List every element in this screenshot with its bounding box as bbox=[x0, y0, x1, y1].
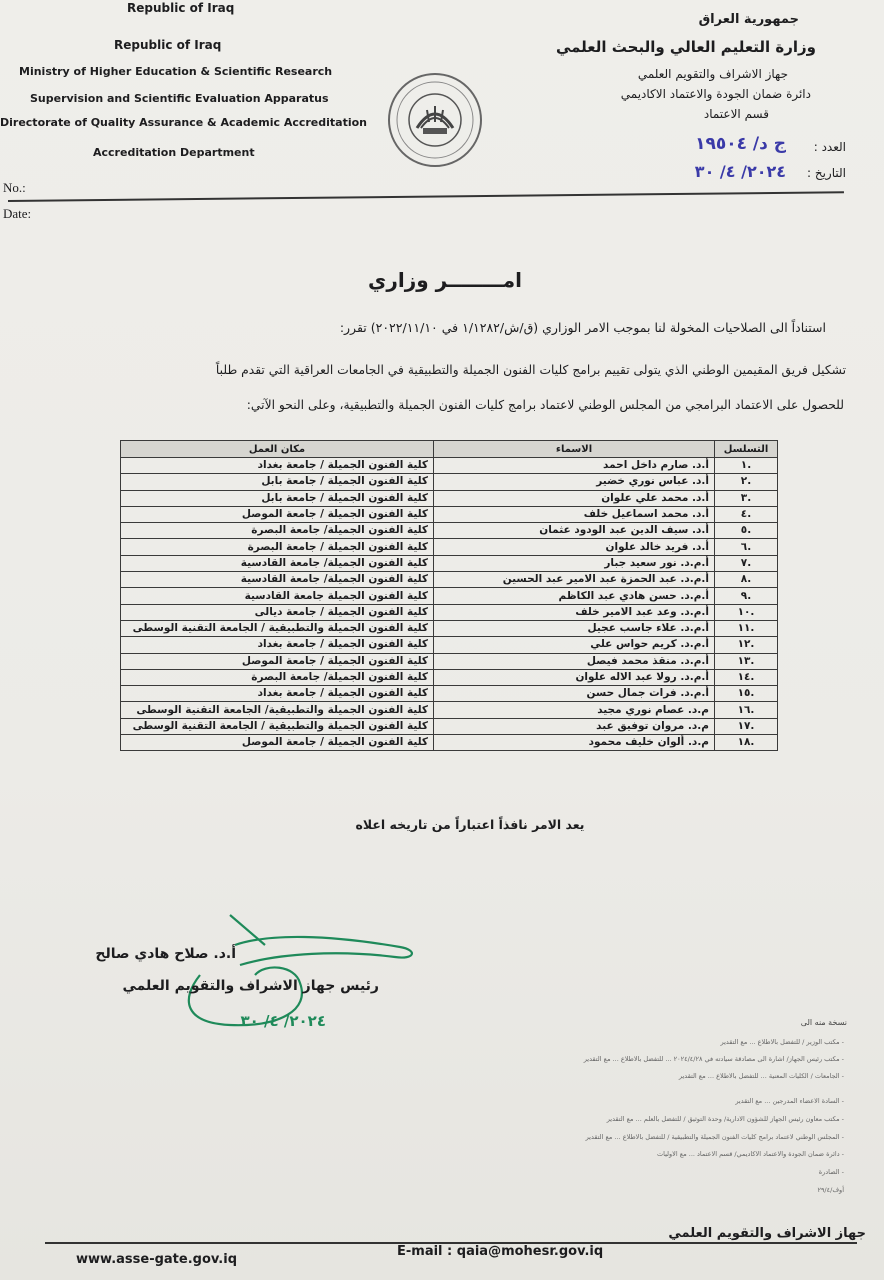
decision-line-1: تشكيل فريق المقيمين الوطني الذي يتولى تقييم برامج كليات الفنون الجميلة والتطبيقية في الجامعات العراقية التي تقدم طلباً bbox=[215, 363, 846, 377]
page-title: امــــــــر وزاري bbox=[368, 268, 522, 292]
row-number: .٦ bbox=[715, 539, 778, 555]
table-header-row bbox=[121, 441, 778, 458]
member-name: أ.د. صارم داخل احمد bbox=[434, 458, 715, 474]
no-label-ar: العدد : bbox=[813, 140, 846, 154]
table-row bbox=[121, 735, 778, 751]
decision-line-2: للحصول على الاعتماد البرامجي من المجلس الوطني لاعتماد برامج كليات الفنون الجميلة والتطبيقية، وعلى النحو الآتي: bbox=[246, 398, 844, 412]
header-ar-republic: جمهورية العراق bbox=[698, 12, 799, 27]
row-number: .٩ bbox=[715, 588, 778, 604]
footer-apparatus: جهاز الاشراف والتقويم العلمي bbox=[668, 1226, 866, 1241]
intro-text: استناداً الى الصلاحيات المخولة لنا بموجب الامر الوزاري (ق/ش/١/١٢٨٢ في ٢٠٢٢/١١/١٠) تقرر: bbox=[339, 320, 826, 335]
cc-line: - دائرة ضمان الجودة والاعتماد الاكاديمي/ قسم الاعتماد ... مع الاوليات bbox=[656, 1150, 844, 1158]
table-row bbox=[121, 718, 778, 734]
cc-line: - الجامعات / الكليات المعنية ... للتفضل بالاطلاع ... مع التقدير bbox=[678, 1072, 844, 1080]
workplace: كلية الفنون الجميلة جامعة القادسية bbox=[121, 588, 434, 604]
row-number: .٨ bbox=[715, 572, 778, 588]
workplace: كلية الفنون الجميلة / جامعة بغداد bbox=[121, 686, 434, 702]
cc-line: - المجلس الوطني لاعتماد برامج كليات الفنون الجميلة والتطبيقية / للتفضل بالاطلاع ... مع التقدير bbox=[585, 1133, 844, 1141]
header-ar-directorate: دائرة ضمان الجودة والاعتماد الاكاديمي bbox=[620, 87, 811, 101]
header-en-apparatus: Supervision and Scientific Evaluation Apparatus bbox=[30, 92, 329, 105]
member-name: أ.م.د. منقذ محمد فيصل bbox=[434, 653, 715, 669]
member-name: أ.د. محمد اسماعيل خلف bbox=[434, 506, 715, 522]
table-row bbox=[121, 555, 778, 571]
header-ar-department: قسم الاعتماد bbox=[703, 107, 769, 121]
table-row bbox=[121, 604, 778, 620]
workplace: كلية الفنون الجميلة والتطبيقية/ الجامعة التقنية الوسطى bbox=[121, 702, 434, 718]
member-name: أ.م.د. رولا عبد الاله علوان bbox=[434, 669, 715, 685]
row-number: .٣ bbox=[715, 490, 778, 506]
member-name: م.د. ألوان خليف محمود bbox=[434, 735, 715, 751]
cc-line: - مكتب رئيس الجهاز/ اشارة الى مصادقة سيادته في ٢٠٢٤/٤/٢٨ ... للتفضل بالاطلاع ... مع التقدير bbox=[583, 1055, 844, 1063]
header-en-directorate: Directorate of Quality Assurance & Academic Accreditation bbox=[0, 116, 368, 129]
table-row bbox=[121, 702, 778, 718]
signatory-name: أ.د. صلاح هادي صالح bbox=[95, 946, 236, 962]
table-row bbox=[121, 620, 778, 636]
cc-line: - مكتب الوزير / للتفضل بالاطلاع ... مع التقدير bbox=[720, 1038, 844, 1046]
row-number: .١٠ bbox=[715, 604, 778, 620]
table-row bbox=[121, 572, 778, 588]
member-name: أ.م.د. فرات جمال حسن bbox=[434, 686, 715, 702]
row-number: .١٢ bbox=[715, 637, 778, 653]
workplace: كلية الفنون الجميلة / جامعة بابل bbox=[121, 474, 434, 490]
date-label: Date: bbox=[3, 206, 32, 221]
workplace: كلية الفنون الجميلة/ جامعة القادسية bbox=[121, 572, 434, 588]
workplace: كلية الفنون الجميلة/ جامعة البصرة bbox=[121, 669, 434, 685]
date-value: ٢٠٢٤/ ٤/ ٣٠ bbox=[694, 162, 786, 181]
header-en-republic: Republic of Iraq bbox=[114, 38, 222, 52]
cc-title: نسخة منه الى bbox=[800, 1018, 847, 1027]
header-place: مكان العمل bbox=[121, 441, 434, 458]
effective-note: يعد الامر نافذاً اعتباراً من تاريخه اعلاه bbox=[355, 817, 585, 832]
row-number: .١١ bbox=[715, 620, 778, 636]
footer-website[interactable]: www.asse-gate.gov.iq bbox=[76, 1252, 237, 1267]
member-name: أ.م.د. حسن هادي عبد الكاظم bbox=[434, 588, 715, 604]
member-name: أ.م.د. علاء جاسب عجيل bbox=[434, 620, 715, 636]
member-name: أ.د. فريد خالد علوان bbox=[434, 539, 715, 555]
table-row bbox=[121, 588, 778, 604]
row-number: .١٣ bbox=[715, 653, 778, 669]
header-ar-ministry: وزارة التعليم العالي والبحث العلمي bbox=[555, 38, 816, 56]
row-number: .١ bbox=[715, 458, 778, 474]
row-number: .٤ bbox=[715, 506, 778, 522]
member-name: م.د. عصام نوري مجيد bbox=[434, 702, 715, 718]
row-number: .٢ bbox=[715, 474, 778, 490]
signature-date: ٢٠٢٤/ ٤/ ٣٠ bbox=[240, 1012, 326, 1030]
table-row bbox=[121, 637, 778, 653]
no-value: ج د/ ١٩٥٠٤ bbox=[695, 134, 786, 154]
workplace: كلية الفنون الجميلة / جامعة بابل bbox=[121, 490, 434, 506]
workplace: كلية الفنون الجميلة/ جامعة البصرة bbox=[121, 523, 434, 539]
row-number: .١٧ bbox=[715, 718, 778, 734]
table-row bbox=[121, 669, 778, 685]
ministry-seal-icon bbox=[383, 70, 487, 170]
member-name: أ.م.د. نور سعيد جبار bbox=[434, 555, 715, 571]
member-name: أ.م.د. كريم حواس علي bbox=[434, 637, 715, 653]
workplace: كلية الفنون الجميلة / جامعة بغداد bbox=[121, 458, 434, 474]
header-en-line0: Republic of Iraq bbox=[127, 1, 235, 15]
member-name: أ.د. سيف الدين عبد الودود عثمان bbox=[434, 523, 715, 539]
workplace: كلية الفنون الجميلة/ جامعة القادسية bbox=[121, 555, 434, 571]
table-row bbox=[121, 686, 778, 702]
row-number: .٥ bbox=[715, 523, 778, 539]
table-row bbox=[121, 523, 778, 539]
cc-line: - مكتب معاون رئيس الجهاز للشؤون الادارية/ وحدة التوثيق / للتفضل بالعلم ... مع التقدير bbox=[606, 1115, 844, 1123]
row-number: .١٨ bbox=[715, 735, 778, 751]
cc-line: - الصادرة bbox=[818, 1168, 844, 1176]
cc-line: - السادة الاعضاء المدرجين ... مع التقدير bbox=[735, 1097, 844, 1105]
row-number: .١٥ bbox=[715, 686, 778, 702]
workplace: كلية الفنون الجميلة / جامعة ديالى bbox=[121, 604, 434, 620]
workplace: كلية الفنون الجميلة / جامعة بغداد bbox=[121, 637, 434, 653]
header-name: الاسماء bbox=[434, 441, 715, 458]
signatory-role: رئيس جهاز الاشراف والتقويم العلمي bbox=[122, 978, 379, 994]
member-name: أ.د. محمد علي علوان bbox=[434, 490, 715, 506]
row-number: .٧ bbox=[715, 555, 778, 571]
header-divider bbox=[8, 191, 844, 202]
workplace: كلية الفنون الجميلة / جامعة البصرة bbox=[121, 539, 434, 555]
no-label: No.: bbox=[3, 180, 26, 195]
workplace: كلية الفنون الجميلة / جامعة الموصل bbox=[121, 653, 434, 669]
footer-email[interactable]: E-mail : qaia@mohesr.gov.iq bbox=[397, 1244, 604, 1259]
member-name: م.د. مروان توفيق عبد bbox=[434, 718, 715, 734]
table-row bbox=[121, 474, 778, 490]
row-number: .١٤ bbox=[715, 669, 778, 685]
cc-line: أوف/٢٩/٤ bbox=[817, 1186, 844, 1194]
workplace: كلية الفنون الجميلة / جامعة الموصل bbox=[121, 735, 434, 751]
member-name: أ.م.د. وعد عبد الامير خلف bbox=[434, 604, 715, 620]
row-number: .١٦ bbox=[715, 702, 778, 718]
table-row bbox=[121, 539, 778, 555]
table-row bbox=[121, 458, 778, 474]
workplace: كلية الفنون الجميلة والتطبيقية / الجامعة التقنية الوسطى bbox=[121, 718, 434, 734]
header-en-department: Accreditation Department bbox=[93, 146, 255, 159]
table-row bbox=[121, 506, 778, 522]
header-en-ministry: Ministry of Higher Education & Scientific Research bbox=[19, 65, 333, 78]
members-table bbox=[120, 440, 778, 751]
table-row bbox=[121, 653, 778, 669]
date-label-ar: التاريخ : bbox=[806, 166, 846, 180]
header-num: التسلسل bbox=[715, 441, 778, 458]
header-ar-apparatus: جهاز الاشراف والتقويم العلمي bbox=[637, 67, 788, 81]
member-name: أ.د. عباس نوري خضير bbox=[434, 474, 715, 490]
workplace: كلية الفنون الجميلة والتطبيقية / الجامعة التقنية الوسطى bbox=[121, 620, 434, 636]
workplace: كلية الفنون الجميلة / جامعة الموصل bbox=[121, 506, 434, 522]
member-name: أ.م.د. عبد الحمزة عبد الامير عبد الحسين bbox=[434, 572, 715, 588]
table-row bbox=[121, 490, 778, 506]
